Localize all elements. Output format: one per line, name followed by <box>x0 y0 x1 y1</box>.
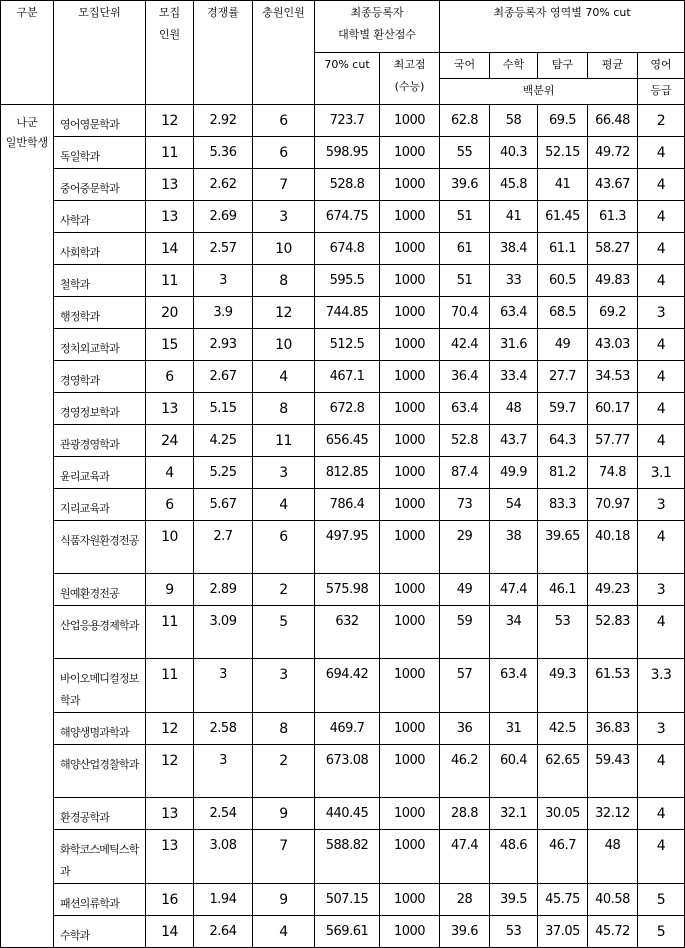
inquiry-cell: 61.1 <box>538 233 588 265</box>
quota-cell: 11 <box>146 265 194 297</box>
table-row <box>1 329 685 361</box>
korean-cell: 47.4 <box>440 830 490 884</box>
cut70-cell: 744.85 <box>315 297 380 329</box>
waitlist-cell: 8 <box>253 713 315 745</box>
quota-cell: 9 <box>146 574 194 606</box>
english-cell: 4 <box>638 201 685 233</box>
competition-cell: 2.67 <box>194 361 253 393</box>
english-cell: 3.1 <box>638 457 685 489</box>
english-cell: 4 <box>638 361 685 393</box>
max-cell: 1000 <box>380 137 440 169</box>
competition-cell: 2.57 <box>194 233 253 265</box>
unit-cell: 경영학과 <box>54 361 146 393</box>
cut70-cell: 694.42 <box>315 659 380 713</box>
average-cell: 61.53 <box>588 659 638 713</box>
max-cell: 1000 <box>380 745 440 798</box>
header-korean: 국어 <box>440 53 490 79</box>
korean-cell: 51 <box>440 201 490 233</box>
table-row <box>1 457 685 489</box>
waitlist-cell: 4 <box>253 489 315 521</box>
inquiry-cell: 64.3 <box>538 425 588 457</box>
table-row <box>1 521 685 574</box>
english-cell: 3 <box>638 713 685 745</box>
max-cell: 1000 <box>380 457 440 489</box>
unit-cell: 해양생명과학과 <box>54 713 146 745</box>
waitlist-cell: 8 <box>253 265 315 297</box>
average-cell: 52.83 <box>588 606 638 659</box>
korean-cell: 59 <box>440 606 490 659</box>
waitlist-cell: 7 <box>253 169 315 201</box>
unit-cell: 수학과 <box>54 916 146 948</box>
quota-cell: 4 <box>146 457 194 489</box>
quota-cell: 11 <box>146 137 194 169</box>
quota-cell: 24 <box>146 425 194 457</box>
math-cell: 32.1 <box>490 798 538 830</box>
cut70-cell: 467.1 <box>315 361 380 393</box>
max-cell: 1000 <box>380 201 440 233</box>
waitlist-cell: 2 <box>253 574 315 606</box>
inquiry-cell: 52.15 <box>538 137 588 169</box>
cut70-cell: 672.8 <box>315 393 380 425</box>
english-cell: 4 <box>638 169 685 201</box>
quota-cell: 13 <box>146 830 194 884</box>
competition-cell: 2.54 <box>194 798 253 830</box>
competition-cell: 3.9 <box>194 297 253 329</box>
english-cell: 3 <box>638 489 685 521</box>
korean-cell: 57 <box>440 659 490 713</box>
math-cell: 48.6 <box>490 830 538 884</box>
inquiry-cell: 30.05 <box>538 798 588 830</box>
table-row <box>1 916 685 948</box>
korean-cell: 73 <box>440 489 490 521</box>
korean-cell: 52.8 <box>440 425 490 457</box>
table-row <box>1 659 685 713</box>
header-max: 최고점 (수능) <box>380 53 440 105</box>
competition-cell: 2.93 <box>194 329 253 361</box>
math-cell: 33.4 <box>490 361 538 393</box>
inquiry-cell: 68.5 <box>538 297 588 329</box>
english-cell: 4 <box>638 745 685 798</box>
header-unit: 모집단위 <box>54 1 146 105</box>
max-cell: 1000 <box>380 659 440 713</box>
average-cell: 34.53 <box>588 361 638 393</box>
waitlist-cell: 10 <box>253 233 315 265</box>
header-cut70: 70% cut <box>315 53 380 105</box>
math-cell: 40.3 <box>490 137 538 169</box>
inquiry-cell: 81.2 <box>538 457 588 489</box>
unit-cell: 경영정보학과 <box>54 393 146 425</box>
table-row <box>1 169 685 201</box>
inquiry-cell: 41 <box>538 169 588 201</box>
cut70-cell: 595.5 <box>315 265 380 297</box>
competition-cell: 3 <box>194 265 253 297</box>
quota-cell: 13 <box>146 393 194 425</box>
average-cell: 61.3 <box>588 201 638 233</box>
quota-cell: 6 <box>146 489 194 521</box>
average-cell: 49.23 <box>588 574 638 606</box>
competition-cell: 2.7 <box>194 521 253 574</box>
cut70-cell: 497.95 <box>315 521 380 574</box>
english-cell: 4 <box>638 798 685 830</box>
korean-cell: 63.4 <box>440 393 490 425</box>
cut70-cell: 588.82 <box>315 830 380 884</box>
english-cell: 4 <box>638 521 685 574</box>
unit-cell: 영어영문학과 <box>54 105 146 137</box>
inquiry-cell: 59.7 <box>538 393 588 425</box>
inquiry-cell: 69.5 <box>538 105 588 137</box>
english-cell: 4 <box>638 265 685 297</box>
competition-cell: 5.67 <box>194 489 253 521</box>
max-cell: 1000 <box>380 916 440 948</box>
average-cell: 40.58 <box>588 884 638 916</box>
math-cell: 34 <box>490 606 538 659</box>
math-cell: 45.8 <box>490 169 538 201</box>
quota-cell: 13 <box>146 201 194 233</box>
header-quota: 모집 인원 <box>146 1 194 105</box>
quota-cell: 12 <box>146 713 194 745</box>
table-row <box>1 606 685 659</box>
quota-cell: 20 <box>146 297 194 329</box>
math-cell: 41 <box>490 201 538 233</box>
unit-cell: 철학과 <box>54 265 146 297</box>
unit-cell: 윤리교육과 <box>54 457 146 489</box>
inquiry-cell: 62.65 <box>538 745 588 798</box>
waitlist-cell: 11 <box>253 425 315 457</box>
math-cell: 63.4 <box>490 659 538 713</box>
competition-cell: 2.69 <box>194 201 253 233</box>
group-cell: 나군 일반학생 <box>1 105 54 948</box>
average-cell: 59.43 <box>588 745 638 798</box>
math-cell: 48 <box>490 393 538 425</box>
english-cell: 2 <box>638 105 685 137</box>
header-area-cut: 최종등록자 영역별 70% cut <box>440 1 685 53</box>
inquiry-cell: 83.3 <box>538 489 588 521</box>
max-cell: 1000 <box>380 361 440 393</box>
waitlist-cell: 8 <box>253 393 315 425</box>
competition-cell: 1.94 <box>194 884 253 916</box>
korean-cell: 87.4 <box>440 457 490 489</box>
unit-cell: 바이오메디컬정보학과 <box>54 659 146 713</box>
table-row <box>1 745 685 798</box>
inquiry-cell: 37.05 <box>538 916 588 948</box>
math-cell: 38.4 <box>490 233 538 265</box>
waitlist-cell: 2 <box>253 745 315 798</box>
math-cell: 38 <box>490 521 538 574</box>
waitlist-cell: 9 <box>253 798 315 830</box>
table-row <box>1 297 685 329</box>
table-row <box>1 105 685 137</box>
cut70-cell: 656.45 <box>315 425 380 457</box>
inquiry-cell: 45.75 <box>538 884 588 916</box>
unit-cell: 원예환경전공 <box>54 574 146 606</box>
table-row <box>1 713 685 745</box>
inquiry-cell: 49.3 <box>538 659 588 713</box>
average-cell: 40.18 <box>588 521 638 574</box>
average-cell: 74.8 <box>588 457 638 489</box>
inquiry-cell: 42.5 <box>538 713 588 745</box>
korean-cell: 29 <box>440 521 490 574</box>
math-cell: 31 <box>490 713 538 745</box>
table-row <box>1 574 685 606</box>
korean-cell: 49 <box>440 574 490 606</box>
quota-cell: 11 <box>146 659 194 713</box>
header-competition: 경쟁률 <box>194 1 253 105</box>
table-row <box>1 233 685 265</box>
english-cell: 4 <box>638 329 685 361</box>
unit-cell: 환경공학과 <box>54 798 146 830</box>
math-cell: 49.9 <box>490 457 538 489</box>
table-row <box>1 489 685 521</box>
table-row <box>1 393 685 425</box>
quota-cell: 16 <box>146 884 194 916</box>
header-math: 수학 <box>490 53 538 79</box>
max-cell: 1000 <box>380 713 440 745</box>
cut70-cell: 575.98 <box>315 574 380 606</box>
quota-cell: 12 <box>146 745 194 798</box>
inquiry-cell: 27.7 <box>538 361 588 393</box>
waitlist-cell: 4 <box>253 361 315 393</box>
math-cell: 39.5 <box>490 884 538 916</box>
average-cell: 66.48 <box>588 105 638 137</box>
math-cell: 43.7 <box>490 425 538 457</box>
average-cell: 36.83 <box>588 713 638 745</box>
unit-cell: 사회학과 <box>54 233 146 265</box>
korean-cell: 42.4 <box>440 329 490 361</box>
competition-cell: 2.62 <box>194 169 253 201</box>
quota-cell: 11 <box>146 606 194 659</box>
quota-cell: 14 <box>146 233 194 265</box>
cut70-cell: 469.7 <box>315 713 380 745</box>
competition-cell: 5.25 <box>194 457 253 489</box>
korean-cell: 39.6 <box>440 916 490 948</box>
max-cell: 1000 <box>380 489 440 521</box>
max-cell: 1000 <box>380 830 440 884</box>
cut70-cell: 673.08 <box>315 745 380 798</box>
math-cell: 31.6 <box>490 329 538 361</box>
inquiry-cell: 53 <box>538 606 588 659</box>
competition-cell: 2.58 <box>194 713 253 745</box>
english-cell: 4 <box>638 137 685 169</box>
inquiry-cell: 46.7 <box>538 830 588 884</box>
unit-cell: 행정학과 <box>54 297 146 329</box>
average-cell: 43.03 <box>588 329 638 361</box>
header-row-1 <box>1 1 685 53</box>
unit-cell: 화학코스메틱스학과 <box>54 830 146 884</box>
competition-cell: 3 <box>194 659 253 713</box>
waitlist-cell: 9 <box>253 884 315 916</box>
inquiry-cell: 49 <box>538 329 588 361</box>
unit-cell: 독일학과 <box>54 137 146 169</box>
average-cell: 43.67 <box>588 169 638 201</box>
table-row <box>1 361 685 393</box>
header-category: 구분 <box>1 1 54 105</box>
korean-cell: 36.4 <box>440 361 490 393</box>
average-cell: 45.72 <box>588 916 638 948</box>
unit-cell: 중어중문학과 <box>54 169 146 201</box>
max-cell: 1000 <box>380 393 440 425</box>
table-row <box>1 265 685 297</box>
quota-cell: 13 <box>146 798 194 830</box>
unit-cell: 사학과 <box>54 201 146 233</box>
competition-cell: 3.08 <box>194 830 253 884</box>
english-cell: 4 <box>638 830 685 884</box>
competition-cell: 5.15 <box>194 393 253 425</box>
math-cell: 63.4 <box>490 297 538 329</box>
english-cell: 3 <box>638 297 685 329</box>
header-english: 영어 <box>638 53 685 79</box>
waitlist-cell: 3 <box>253 659 315 713</box>
waitlist-cell: 7 <box>253 830 315 884</box>
table-row <box>1 425 685 457</box>
quota-cell: 6 <box>146 361 194 393</box>
competition-cell: 2.92 <box>194 105 253 137</box>
table-row <box>1 884 685 916</box>
max-cell: 1000 <box>380 105 440 137</box>
average-cell: 49.72 <box>588 137 638 169</box>
table-row <box>1 137 685 169</box>
korean-cell: 61 <box>440 233 490 265</box>
quota-cell: 13 <box>146 169 194 201</box>
korean-cell: 55 <box>440 137 490 169</box>
header-grade: 등급 <box>638 79 685 105</box>
korean-cell: 36 <box>440 713 490 745</box>
cut70-cell: 674.75 <box>315 201 380 233</box>
math-cell: 33 <box>490 265 538 297</box>
max-cell: 1000 <box>380 606 440 659</box>
korean-cell: 46.2 <box>440 745 490 798</box>
waitlist-cell: 3 <box>253 201 315 233</box>
unit-cell: 정치외교학과 <box>54 329 146 361</box>
competition-cell: 2.89 <box>194 574 253 606</box>
max-cell: 1000 <box>380 425 440 457</box>
table-row <box>1 830 685 884</box>
waitlist-cell: 5 <box>253 606 315 659</box>
cut70-cell: 812.85 <box>315 457 380 489</box>
waitlist-cell: 4 <box>253 916 315 948</box>
english-cell: 4 <box>638 233 685 265</box>
unit-cell: 관광경영학과 <box>54 425 146 457</box>
quota-cell: 15 <box>146 329 194 361</box>
inquiry-cell: 39.65 <box>538 521 588 574</box>
average-cell: 32.12 <box>588 798 638 830</box>
math-cell: 53 <box>490 916 538 948</box>
unit-cell: 식품자원환경전공 <box>54 521 146 574</box>
waitlist-cell: 10 <box>253 329 315 361</box>
waitlist-cell: 12 <box>253 297 315 329</box>
table-row <box>1 201 685 233</box>
max-cell: 1000 <box>380 169 440 201</box>
unit-cell: 지리교육과 <box>54 489 146 521</box>
cut70-cell: 674.8 <box>315 233 380 265</box>
average-cell: 57.77 <box>588 425 638 457</box>
english-cell: 3.3 <box>638 659 685 713</box>
korean-cell: 62.8 <box>440 105 490 137</box>
waitlist-cell: 6 <box>253 105 315 137</box>
header-converted-score: 최종등록자 대학별 환산점수 <box>315 1 440 53</box>
cut70-cell: 723.7 <box>315 105 380 137</box>
waitlist-cell: 6 <box>253 137 315 169</box>
korean-cell: 28 <box>440 884 490 916</box>
competition-cell: 2.64 <box>194 916 253 948</box>
competition-cell: 3.09 <box>194 606 253 659</box>
header-inquiry: 탐구 <box>538 53 588 79</box>
math-cell: 58 <box>490 105 538 137</box>
quota-cell: 10 <box>146 521 194 574</box>
average-cell: 58.27 <box>588 233 638 265</box>
average-cell: 60.17 <box>588 393 638 425</box>
inquiry-cell: 46.1 <box>538 574 588 606</box>
cut70-cell: 507.15 <box>315 884 380 916</box>
max-cell: 1000 <box>380 265 440 297</box>
max-cell: 1000 <box>380 297 440 329</box>
average-cell: 70.97 <box>588 489 638 521</box>
average-cell: 48 <box>588 830 638 884</box>
cut70-cell: 786.4 <box>315 489 380 521</box>
header-average: 평균 <box>588 53 638 79</box>
quota-cell: 12 <box>146 105 194 137</box>
unit-cell: 산업응용경제학과 <box>54 606 146 659</box>
average-cell: 49.83 <box>588 265 638 297</box>
english-cell: 3 <box>638 574 685 606</box>
competition-cell: 3 <box>194 745 253 798</box>
korean-cell: 39.6 <box>440 169 490 201</box>
unit-cell: 해양산업경찰학과 <box>54 745 146 798</box>
cut70-cell: 632 <box>315 606 380 659</box>
quota-cell: 14 <box>146 916 194 948</box>
max-cell: 1000 <box>380 884 440 916</box>
competition-cell: 5.36 <box>194 137 253 169</box>
waitlist-cell: 3 <box>253 457 315 489</box>
header-percentile: 백분위 <box>440 79 638 105</box>
korean-cell: 28.8 <box>440 798 490 830</box>
math-cell: 47.4 <box>490 574 538 606</box>
header-waitlist: 충원인원 <box>253 1 315 105</box>
cut70-cell: 569.61 <box>315 916 380 948</box>
math-cell: 54 <box>490 489 538 521</box>
inquiry-cell: 60.5 <box>538 265 588 297</box>
english-cell: 4 <box>638 425 685 457</box>
english-cell: 5 <box>638 884 685 916</box>
korean-cell: 51 <box>440 265 490 297</box>
max-cell: 1000 <box>380 798 440 830</box>
math-cell: 60.4 <box>490 745 538 798</box>
unit-cell: 패션의류학과 <box>54 884 146 916</box>
waitlist-cell: 6 <box>253 521 315 574</box>
competition-cell: 4.25 <box>194 425 253 457</box>
inquiry-cell: 61.45 <box>538 201 588 233</box>
table-row <box>1 798 685 830</box>
korean-cell: 70.4 <box>440 297 490 329</box>
cut70-cell: 440.45 <box>315 798 380 830</box>
cut70-cell: 528.8 <box>315 169 380 201</box>
average-cell: 69.2 <box>588 297 638 329</box>
max-cell: 1000 <box>380 574 440 606</box>
cut70-cell: 512.5 <box>315 329 380 361</box>
english-cell: 4 <box>638 393 685 425</box>
cut70-cell: 598.95 <box>315 137 380 169</box>
max-cell: 1000 <box>380 233 440 265</box>
max-cell: 1000 <box>380 521 440 574</box>
table-body <box>1 1 685 948</box>
english-cell: 4 <box>638 606 685 659</box>
max-cell: 1000 <box>380 329 440 361</box>
english-cell: 5 <box>638 916 685 948</box>
